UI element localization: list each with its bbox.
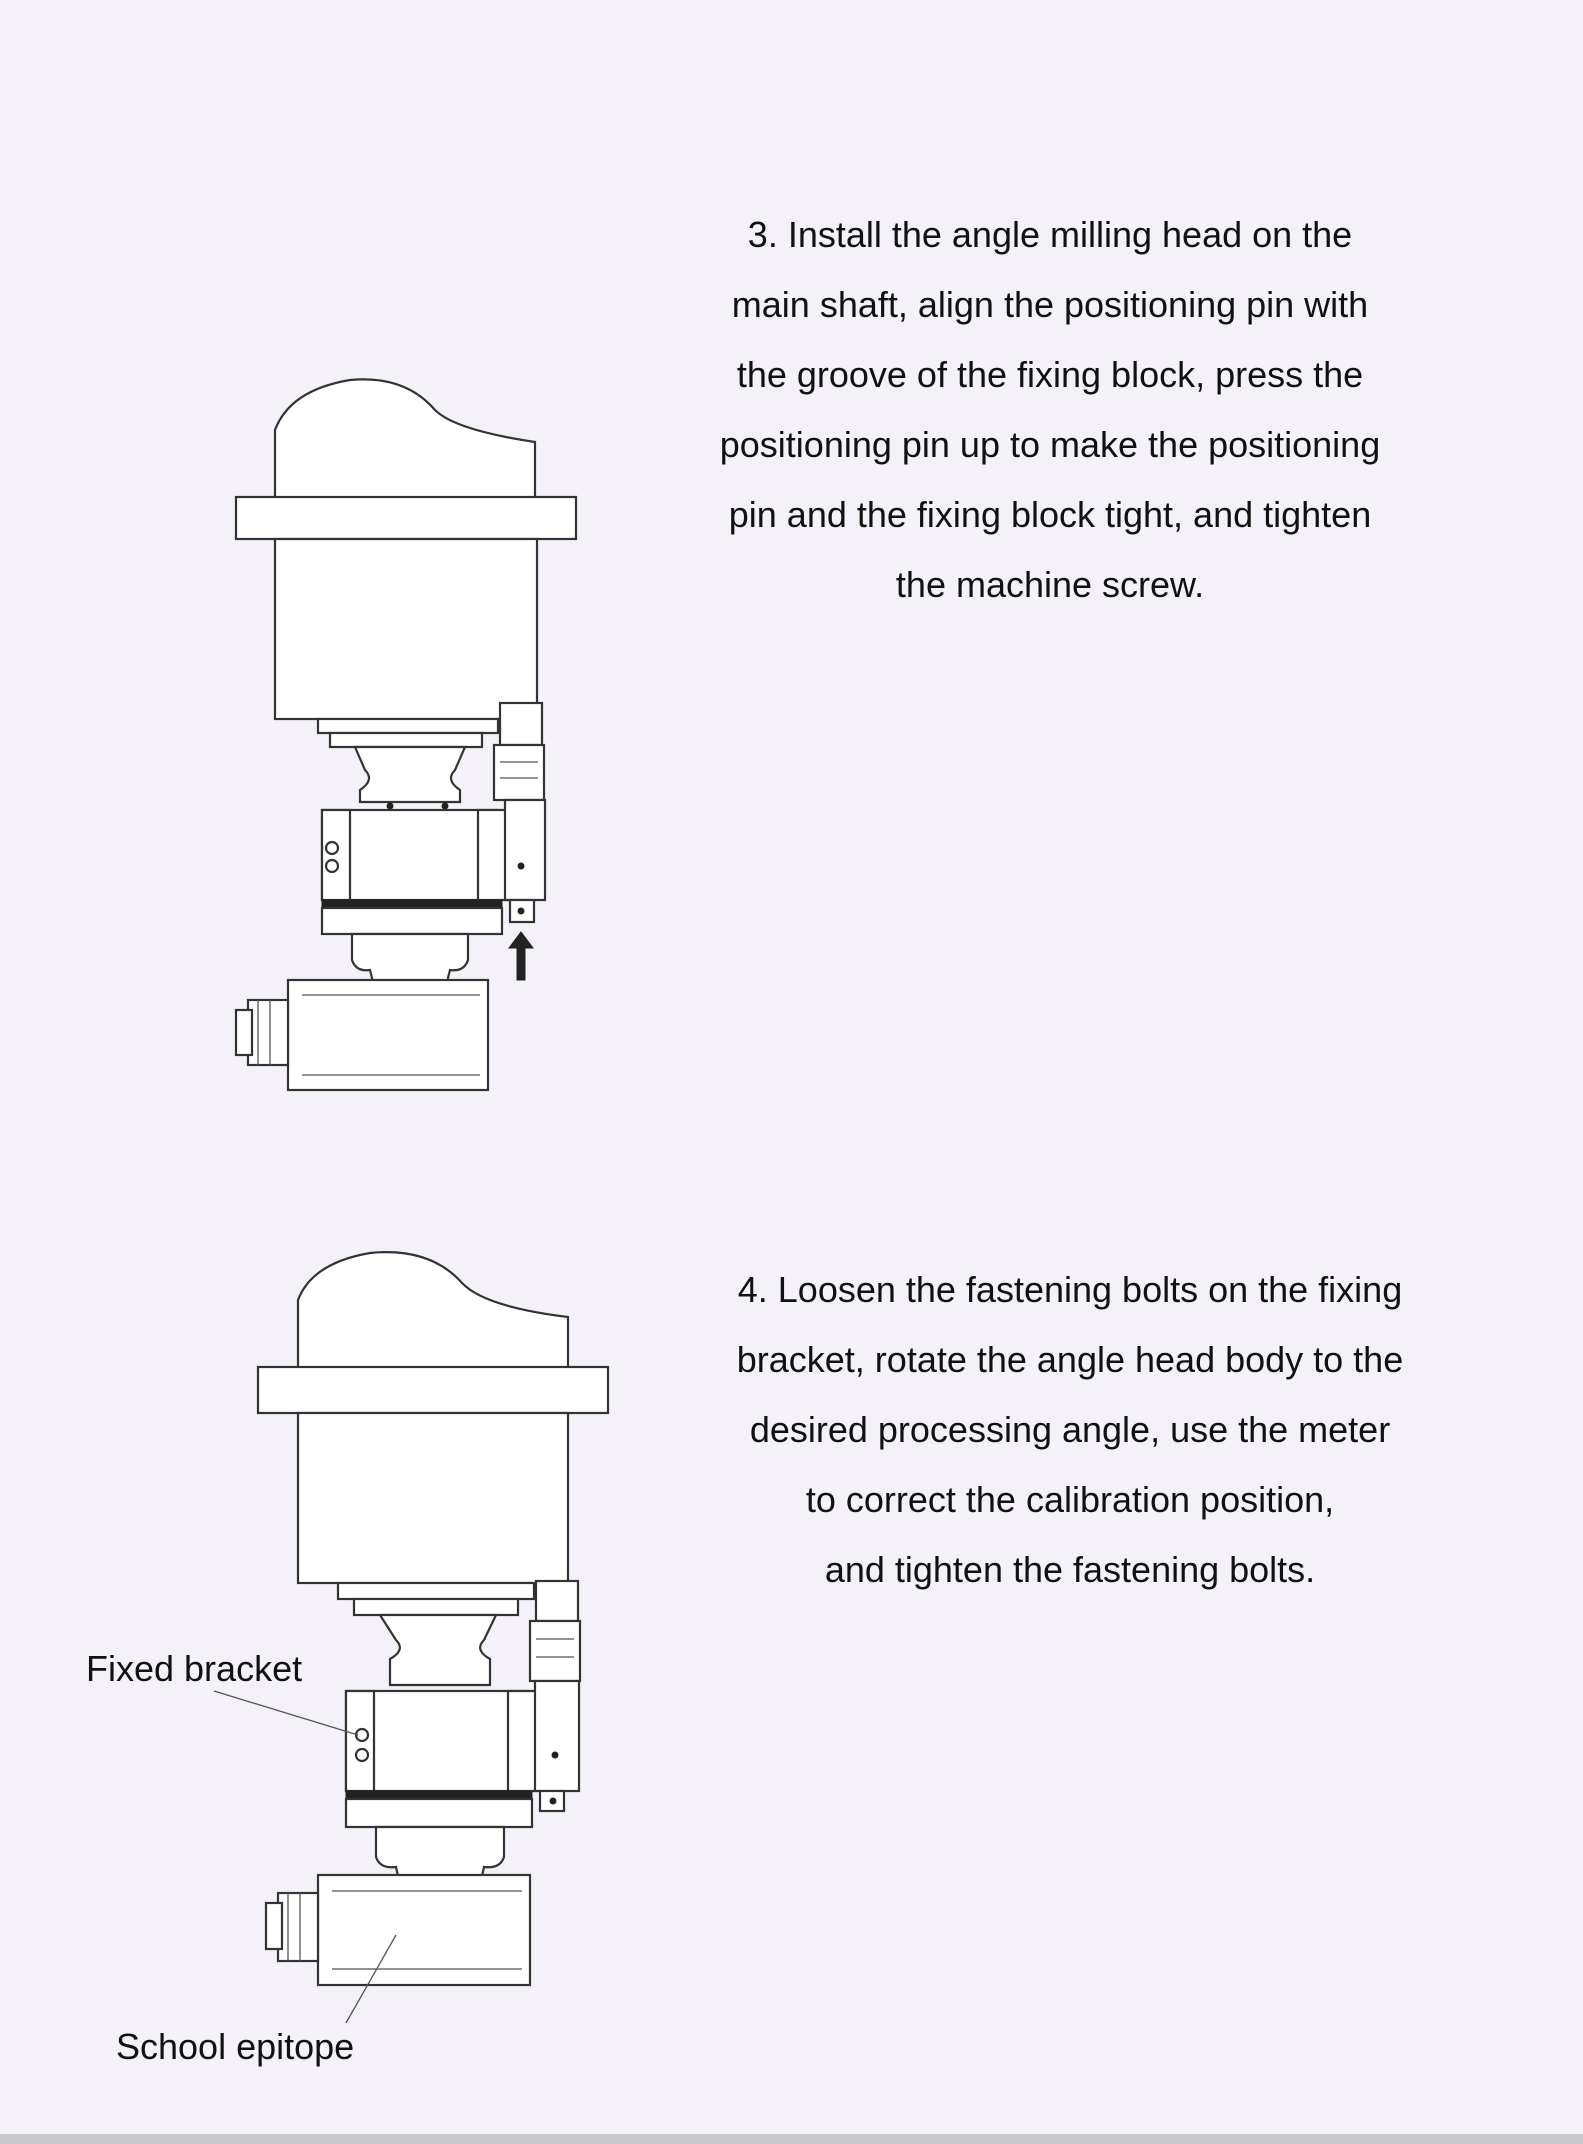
step-3-line-2: main shaft, align the positioning pin with [731, 284, 1369, 325]
step-3-line-1: 3. Install the angle milling head on the [747, 214, 1353, 255]
fixed-bracket-label: Fixed bracket [86, 1648, 303, 1689]
step-4-line-1: 4. Loosen the fastening bolts on the fixing [737, 1269, 1403, 1310]
angle-head-figure-step-4 [250, 1245, 630, 1990]
school-epitope-label: School epitope [116, 2026, 355, 2067]
step-3-instruction [640, 200, 1460, 620]
step-4-line-5: and tighten the fastening bolts. [824, 1549, 1316, 1590]
step-3-line-6: the machine screw. [895, 564, 1205, 605]
step-4-line-3: desired processing angle, use the meter [749, 1409, 1391, 1450]
fixed-bracket-leader [214, 1691, 358, 1735]
step-4-line-4: to correct the calibration position, [805, 1479, 1335, 1520]
step-3-line-3: the groove of the fixing block, press the [736, 354, 1364, 395]
step-3-line-5: pin and the fixing block tight, and tighten [728, 494, 1372, 535]
step-3-line-4: positioning pin up to make the positioning [719, 424, 1381, 465]
step-4-instruction [660, 1255, 1480, 1605]
angle-head-figure-step-3 [230, 370, 610, 1100]
page-bottom-edge [0, 2134, 1583, 2144]
step-4-line-2: bracket, rotate the angle head body to the [736, 1339, 1404, 1380]
